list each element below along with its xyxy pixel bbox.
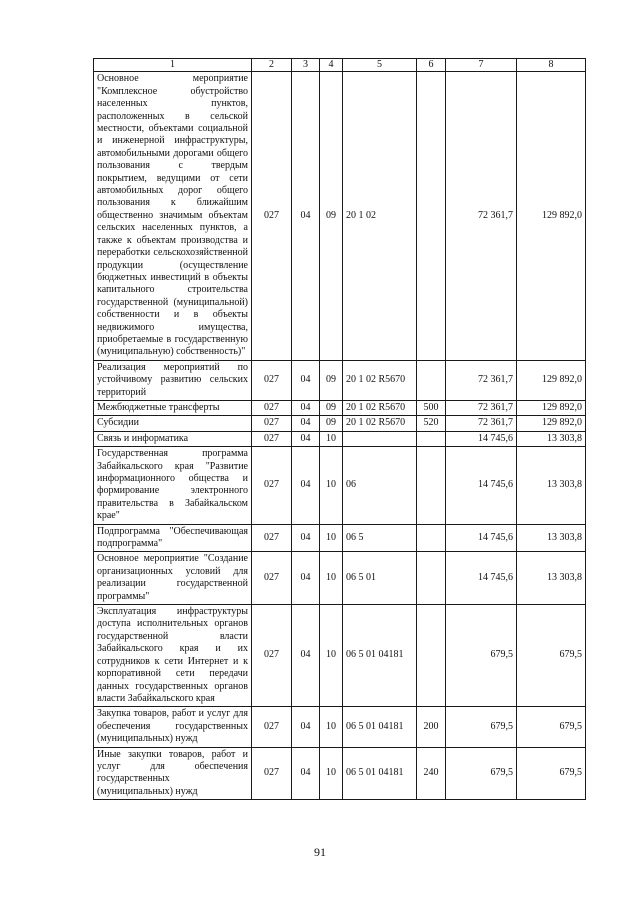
row-name-cell: Субсидии [94,416,252,431]
table-row [94,707,586,747]
cell-col-6: 240 [417,747,446,800]
cell-col-3: 04 [292,431,320,446]
cell-col-5: 06 5 [343,524,417,552]
table-row [94,447,586,524]
cell-col-7: 72 361,7 [446,416,517,431]
cell-col-3: 04 [292,747,320,800]
cell-col-4: 10 [320,747,343,800]
row-name-cell: Межбюджетные трансферты [94,400,252,415]
cell-col-4: 09 [320,360,343,400]
cell-col-6 [417,524,446,552]
cell-col-4: 10 [320,524,343,552]
column-header: 3 [292,59,320,72]
cell-col-7: 14 745,6 [446,447,517,524]
cell-col-6 [417,431,446,446]
cell-col-3: 04 [292,605,320,707]
table-row [94,72,586,360]
table-row [94,416,586,431]
cell-col-3: 04 [292,416,320,431]
cell-col-4: 09 [320,416,343,431]
cell-col-8: 679,5 [517,605,586,707]
cell-col-4: 10 [320,431,343,446]
cell-col-4: 09 [320,72,343,360]
cell-col-4: 10 [320,552,343,605]
cell-col-6 [417,360,446,400]
column-header: 8 [517,59,586,72]
table-row [94,524,586,552]
cell-col-3: 04 [292,552,320,605]
cell-col-5: 20 1 02 R5670 [343,416,417,431]
cell-col-6 [417,605,446,707]
row-name-cell: Подпрограмма "Обеспечивающая подпрограмма" [94,524,252,552]
cell-col-8: 129 892,0 [517,360,586,400]
cell-col-8: 129 892,0 [517,400,586,415]
cell-col-5: 20 1 02 [343,72,417,360]
column-header: 1 [94,59,252,72]
cell-col-5: 06 [343,447,417,524]
cell-col-8: 13 303,8 [517,431,586,446]
cell-col-3: 04 [292,447,320,524]
cell-col-3: 04 [292,360,320,400]
table-row [94,552,586,605]
cell-col-2: 027 [252,605,292,707]
cell-col-5: 20 1 02 R5670 [343,400,417,415]
cell-col-5: 06 5 01 04181 [343,605,417,707]
row-name-cell: Основное мероприятие "Комплексное обустройство населенных пунктов, расположенных в сельской местности, объектами социальной и инженерной инфраструктуры, автомобильными дорогами общего пользования с твердым покрытием, ведущими от сети автомобильных дорог общего пользования к ближайшим общественно значимым объектам сельских населенных пунктов, а также к объектам производства и переработки сельскохозяйственной продукции (осуществление бюджетных инвестиций в объекты капитального строительства государственной (муниципальной) собственности и в объекты недвижимого имущества, приобретаемые в государственную (муниципальную) собственность)" [94,72,252,360]
cell-col-7: 14 745,6 [446,431,517,446]
cell-col-7: 679,5 [446,605,517,707]
cell-col-4: 09 [320,400,343,415]
cell-col-6 [417,447,446,524]
cell-col-8: 129 892,0 [517,416,586,431]
cell-col-7: 14 745,6 [446,552,517,605]
cell-col-4: 10 [320,605,343,707]
cell-col-5 [343,431,417,446]
cell-col-8: 679,5 [517,707,586,747]
column-header: 4 [320,59,343,72]
cell-col-7: 679,5 [446,747,517,800]
page-number: 91 [314,845,326,859]
cell-col-6: 500 [417,400,446,415]
cell-col-2: 027 [252,524,292,552]
row-name-cell: Связь и информатика [94,431,252,446]
row-name-cell: Эксплуатация инфраструктуры доступа исполнительных органов государственной власти Забайкальского края и их сотрудников к сети Интернет и к корпоративной сети передачи данных государственных органов власти Забайкальского края [94,605,252,707]
cell-col-7: 72 361,7 [446,360,517,400]
header-row [94,59,586,72]
table-row [94,400,586,415]
cell-col-2: 027 [252,447,292,524]
column-header: 2 [252,59,292,72]
cell-col-2: 027 [252,416,292,431]
cell-col-5: 20 1 02 R5670 [343,360,417,400]
cell-col-3: 04 [292,524,320,552]
cell-col-3: 04 [292,400,320,415]
cell-col-2: 027 [252,431,292,446]
table-row [94,360,586,400]
row-name-cell: Государственная программа Забайкальского края "Развитие информационного общества и формирование электронного правительства в Забайкальском крае" [94,447,252,524]
column-header: 7 [446,59,517,72]
cell-col-8: 13 303,8 [517,447,586,524]
cell-col-7: 72 361,7 [446,72,517,360]
row-name-cell: Основное мероприятие "Создание организационных условий для реализации государственной программы" [94,552,252,605]
cell-col-2: 027 [252,747,292,800]
cell-col-6 [417,552,446,605]
cell-col-4: 10 [320,707,343,747]
row-name-cell: Реализация мероприятий по устойчивому развитию сельских территорий [94,360,252,400]
cell-col-7: 14 745,6 [446,524,517,552]
cell-col-5: 06 5 01 [343,552,417,605]
row-name-cell: Иные закупки товаров, работ и услуг для обеспечения государственных (муниципальных) нужд [94,747,252,800]
cell-col-2: 027 [252,707,292,747]
cell-col-6 [417,72,446,360]
cell-col-2: 027 [252,552,292,605]
cell-col-7: 72 361,7 [446,400,517,415]
column-header: 6 [417,59,446,72]
cell-col-3: 04 [292,72,320,360]
cell-col-3: 04 [292,707,320,747]
column-header: 5 [343,59,417,72]
table-row [94,431,586,446]
cell-col-8: 13 303,8 [517,524,586,552]
cell-col-8: 129 892,0 [517,72,586,360]
cell-col-5: 06 5 01 04181 [343,747,417,800]
cell-col-6: 520 [417,416,446,431]
table-row [94,747,586,800]
cell-col-2: 027 [252,400,292,415]
cell-col-4: 10 [320,447,343,524]
cell-col-5: 06 5 01 04181 [343,707,417,747]
cell-col-2: 027 [252,360,292,400]
cell-col-2: 027 [252,72,292,360]
cell-col-8: 679,5 [517,747,586,800]
row-name-cell: Закупка товаров, работ и услуг для обеспечения государственных (муниципальных) нужд [94,707,252,747]
table-row [94,605,586,707]
cell-col-6: 200 [417,707,446,747]
cell-col-7: 679,5 [446,707,517,747]
table-body [94,59,586,800]
cell-col-8: 13 303,8 [517,552,586,605]
budget-table [93,58,586,800]
